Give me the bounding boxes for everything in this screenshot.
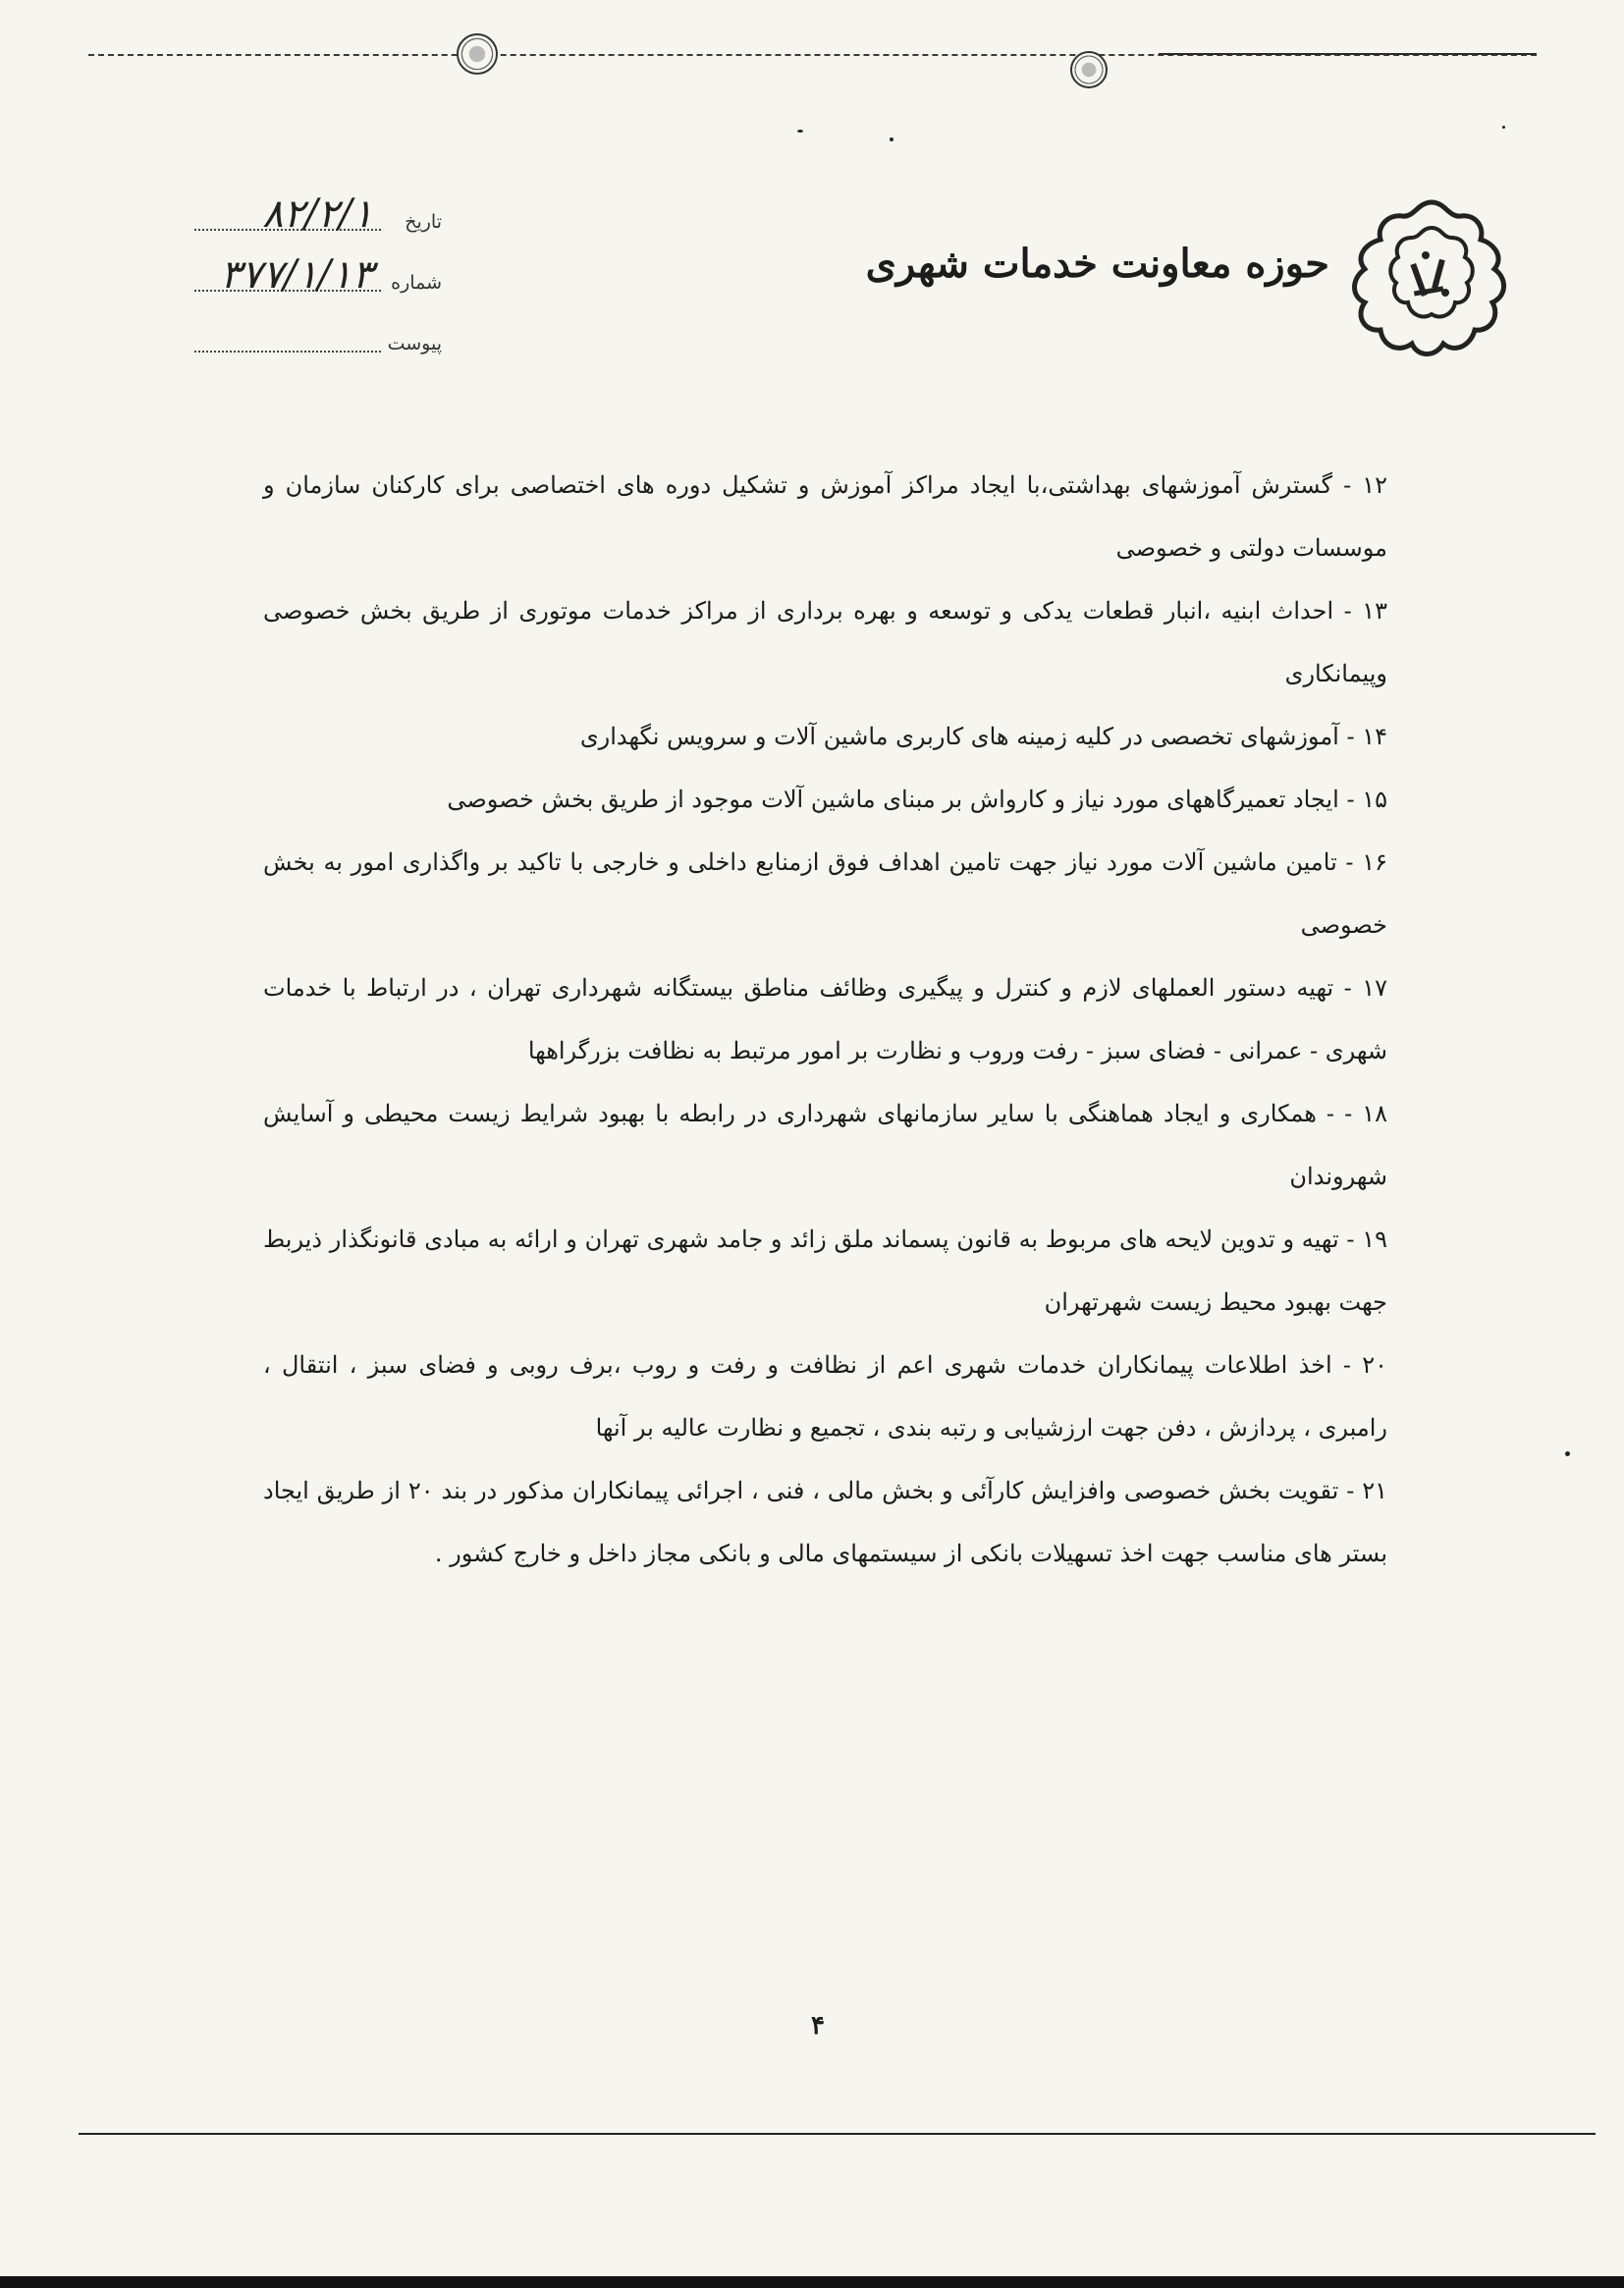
tehran-municipality-logo-icon — [1347, 194, 1516, 363]
list-item: ۱۹ - تهیه و تدوین لایحه های مربوط به قانون پسماند ملق زائد و جامد شهری تهران و ارائه به مبادی قانونگذار ذیربط جهت بهبود محیط زیست شهرتهران — [263, 1226, 1388, 1316]
stamp-mark-icon — [457, 33, 498, 75]
date-value: ۸۲/۲/۱ — [262, 191, 373, 237]
list-item: ۱۷ - تهیه دستور العملهای لازم و کنترل و پیگیری وظائف مناطق بیستگانه شهرداری تهران ، در ارتباط با خدمات شهری - عمرانی - فضای سبز - رفت وروب و نظارت بر امور مرتبط به نظافت بزرگراهها — [263, 974, 1387, 1064]
attachment-dotted-line — [194, 351, 381, 353]
page-number: ۴ — [811, 2011, 825, 2041]
list-item: ۱۳ - احداث ابنیه ،انبار قطعات یدکی و توسعه و بهره برداری از مراکز خدمات موتوری از طریق بخش خصوصی وپیمانکاری — [263, 597, 1387, 687]
scan-speck — [890, 137, 893, 141]
list-item: ۱۵ - ایجاد تعمیرگاههای مورد نیاز و کارواش بر مبنای ماشین آلات موجود از طریق بخش خصوصی — [447, 786, 1387, 813]
item-text: تامین ماشین آلات مورد نیاز جهت تامین اهداف فوق ازمنابع داخلی و خارجی با تاکید بر واگذاری امور به بخش خصوصی — [263, 848, 1387, 939]
item-text: تقویت بخش خصوصی وافزایش کارآئی و بخش مالی ، فنی ، اجرائی پیمانکاران مذکور در بند ۲۰ از طریق ایجاد بستر های مناسب جهت اخذ تسهیلات بانکی از سیستمهای مالی و بانکی مجاز داخل و خارج کشور . — [263, 1477, 1387, 1567]
item-text: آموزشهای تخصصی در کلیه زمینه های کاربری ماشین آلات و سرویس نگهداری — [579, 723, 1339, 750]
item-number: ۲۰ — [1362, 1351, 1387, 1379]
date-label: تاریخ — [405, 211, 442, 233]
scan-speck — [1565, 1451, 1570, 1456]
bottom-border-line — [79, 2133, 1596, 2135]
item-number: ۱۶ — [1362, 848, 1387, 876]
stamp-mark-icon — [1070, 51, 1108, 88]
attachment-label: پیوست — [387, 333, 442, 354]
item-text: تهیه و تدوین لایحه های مربوط به قانون پسماند ملق زائد و جامد شهری تهران و ارائه به مبادی قانونگذار ذیربط جهت بهبود محیط زیست شهرتهران — [263, 1226, 1387, 1316]
list-item: ۱۸ - - همکاری و ایجاد هماهنگی با سایر سازمانهای شهرداری در رابطه با بهبود شرایط زیست محیطی و آسایش شهروندان — [263, 1100, 1388, 1190]
meta-row-attachment — [147, 313, 442, 374]
scan-speck — [797, 130, 803, 133]
scan-speck — [1502, 126, 1505, 129]
number-label: شماره — [391, 272, 442, 294]
list-item: ۱۴ - آموزشهای تخصصی در کلیه زمینه های کاربری ماشین آلات و سرویس نگهداری — [579, 723, 1387, 750]
item-number: ۱۳ — [1362, 597, 1387, 625]
scan-edge-bar — [0, 2276, 1624, 2288]
duties-list — [263, 454, 1387, 1585]
list-item: ۱۶ - تامین ماشین آلات مورد نیاز جهت تامین اهداف فوق ازمنابع داخلی و خارجی با تاکید بر واگذاری امور به بخش خصوصی — [263, 848, 1387, 939]
item-text: احداث ابنیه ،انبار قطعات یدکی و توسعه و بهره برداری از مراکز خدمات موتوری از طریق بخش خصوصی وپیمانکاری — [263, 597, 1387, 687]
list-item: ۲۰ - اخذ اطلاعات پیمانکاران خدمات شهری اعم از نظافت و رفت و روب ،برف روبی و فضای سبز ، انتقال ، رامبری ، پردازش ، دفن جهت ارزشیابی و رتبه بندی ، تجمیع و نظارت عالیه بر آنها — [263, 1351, 1387, 1442]
number-value: ۳۷۷/۱/۱۳ — [220, 252, 373, 298]
meta-row-date — [147, 191, 442, 252]
item-text: ایجاد تعمیرگاههای مورد نیاز و کارواش بر مبنای ماشین آلات موجود از طریق بخش خصوصی — [447, 786, 1339, 813]
item-number: ۱۵ — [1362, 786, 1387, 813]
document-meta — [147, 191, 442, 374]
item-number: ۱۸ — [1362, 1100, 1388, 1127]
item-number: ۱۲ — [1362, 471, 1388, 499]
list-item: ۲۱ - تقویت بخش خصوصی وافزایش کارآئی و بخش مالی ، فنی ، اجرائی پیمانکاران مذکور در بند ۲۰ از طریق ایجاد بستر های مناسب جهت اخذ تسهیلات بانکی از سیستمهای مالی و بانکی مجاز داخل و خارج کشور . — [263, 1477, 1387, 1567]
item-number: ۱۷ — [1362, 974, 1387, 1002]
item-text: - همکاری و ایجاد هماهنگی با سایر سازمانهای شهرداری در رابطه با بهبود شرایط زیست محیطی و آسایش شهروندان — [263, 1100, 1387, 1190]
item-text: گسترش آموزشهای بهداشتی،با ایجاد مراکز آموزش و تشکیل دوره های اختصاصی برای کارکنان سازمان و موسسات دولتی و خصوصی — [263, 471, 1387, 562]
list-item: ۱۲ - گسترش آموزشهای بهداشتی،با ایجاد مراکز آموزش و تشکیل دوره های اختصاصی برای کارکنان سازمان و موسسات دولتی و خصوصی — [263, 471, 1388, 562]
top-border-line-solid — [1159, 53, 1537, 55]
item-number: ۲۱ — [1362, 1477, 1387, 1504]
item-text: تهیه دستور العملهای لازم و کنترل و پیگیری وظائف مناطق بیستگانه شهرداری تهران ، در ارتباط با خدمات شهری - عمرانی - فضای سبز - رفت وروب و نظارت بر امور مرتبط به نظافت بزرگراهها — [263, 974, 1387, 1064]
item-number: ۱۹ — [1362, 1226, 1388, 1253]
office-title: حوزه معاونت خدمات شهری — [865, 241, 1329, 287]
meta-row-number — [147, 252, 442, 313]
item-text: اخذ اطلاعات پیمانکاران خدمات شهری اعم از نظافت و رفت و روب ،برف روبی و فضای سبز ، انتقال ، رامبری ، پردازش ، دفن جهت ارزشیابی و رتبه بندی ، تجمیع و نظارت عالیه بر آنها — [263, 1351, 1387, 1442]
item-number: ۱۴ — [1362, 723, 1387, 750]
